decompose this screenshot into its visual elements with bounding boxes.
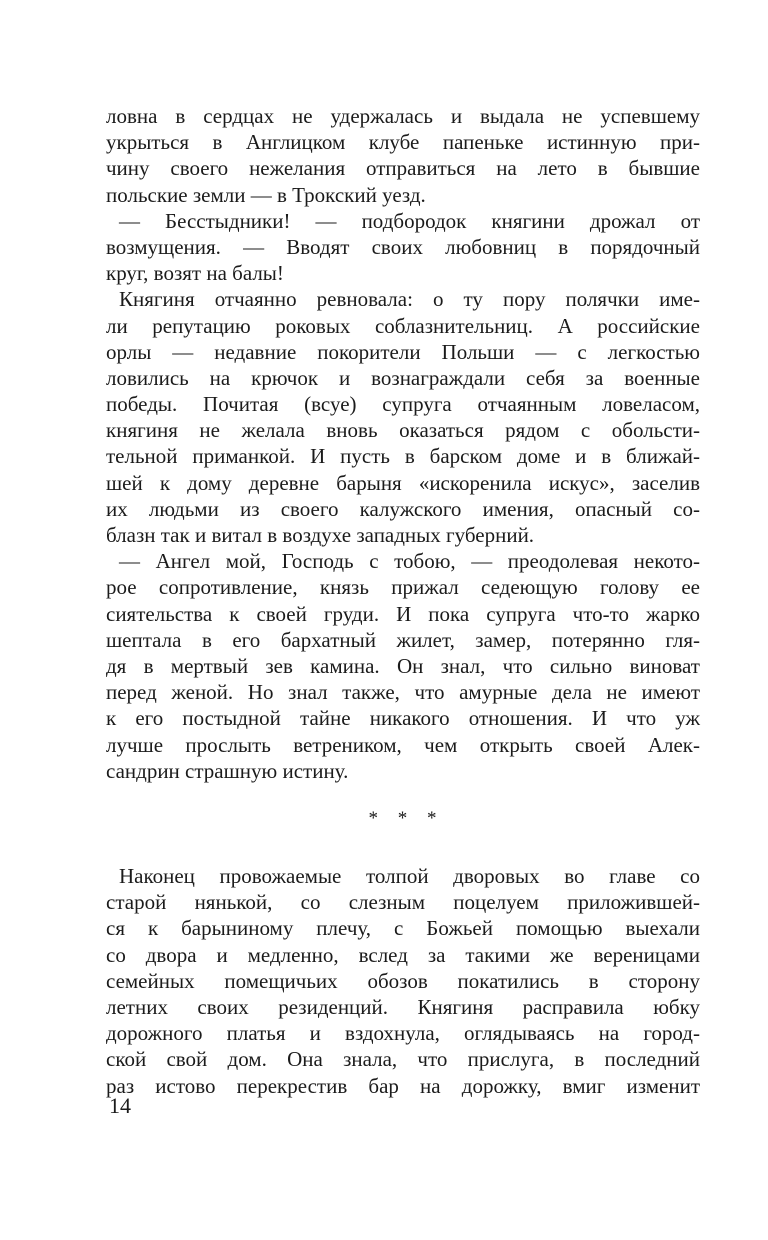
text-line: ловились на крючок и вознаграждали себя за военные xyxy=(106,365,700,390)
text-line: лучше прослыть ветреником, чем открыть своей Алек- xyxy=(106,732,700,757)
text-line: их людьми из своего калужского имения, опасный со- xyxy=(106,496,700,521)
text-line: ловна в сердцах не удержалась и выдала не успевшему xyxy=(106,104,700,128)
text-line: ся к барыниному плечу, с Божьей помощью выехали xyxy=(106,916,700,941)
text-line: дя в мертвый зев камина. Он знал, что сильно виноват xyxy=(106,653,700,678)
text-line: укрыться в Англицком клубе папеньке истинную при- xyxy=(106,130,700,155)
text-line: летних своих резиденций. Княгиня расправила юбку xyxy=(106,995,700,1019)
text-line: тельной приманкой. И пусть в барском доме и в ближай- xyxy=(106,444,700,469)
text-line: к его постыдной тайне никакого отношения. И что уж xyxy=(106,706,700,731)
text-line: дорожного платья и вздохнула, оглядываясь на город- xyxy=(106,1021,700,1046)
text-line: блазн так и витал в воздухе западных губерний. xyxy=(106,523,535,547)
text-line: перед женой. Но знал также, что амурные дела не имеют xyxy=(106,680,700,705)
text-line: чину своего нежелания отправиться на лето в бывшие xyxy=(106,156,700,181)
text-line: раз истово перекрестив бар на дорожку, вмиг изменит xyxy=(106,1073,700,1098)
text-line: рое сопротивление, князь прижал седеющую голову ее xyxy=(106,575,700,600)
text-line: ской свой дом. Она знала, что прислуга, в последний xyxy=(106,1047,700,1072)
text-line: Наконец провожаемые толпой дворовых во главе со xyxy=(119,864,700,889)
text-line: круг, возят на балы! xyxy=(106,261,284,286)
text-line: — Ангел мой, Господь с тобою, — преодолевая некото- xyxy=(119,549,700,574)
section-separator: * * * xyxy=(368,807,438,829)
text-line: возмущения. — Вводят своих любовниц в порядочный xyxy=(106,234,700,259)
text-line: победы. Почитая (всуе) супруга отчаянным ловеласом, xyxy=(106,392,700,417)
text-line: старой нянькой, со слезным поцелуем приложившей- xyxy=(106,890,700,915)
text-line: ли репутацию роковых соблазнительниц. А российские xyxy=(106,313,700,338)
text-line: — Бесстыдники! — подбородок княгини дрожал от xyxy=(119,208,700,233)
text-line: княгиня не желала вновь оказаться рядом с обольсти- xyxy=(106,418,700,443)
text-line: шептала в его бархатный жилет, замер, потерянно гля- xyxy=(106,627,700,652)
text-line: польские земли — в Трокский уезд. xyxy=(106,182,426,207)
text-line: семейных помещичьих обозов покатились в сторону xyxy=(106,968,700,993)
text-line: сиятельства к своей груди. И пока супруга что-то жарко xyxy=(106,601,700,626)
page-number: 14 xyxy=(109,1093,131,1118)
text-line: со двора и медленно, вслед за такими же вереницами xyxy=(106,942,700,967)
text-line: сандрин страшную истину. xyxy=(106,758,349,783)
text-line: орлы — недавние покорители Польши — с легкостью xyxy=(106,339,700,364)
text-line: Княгиня отчаянно ревновала: о ту пору полячки име- xyxy=(119,287,700,312)
body-text xyxy=(106,103,700,1099)
text-line: шей к дому деревне барыня «искоренила искус», заселив xyxy=(106,470,700,495)
